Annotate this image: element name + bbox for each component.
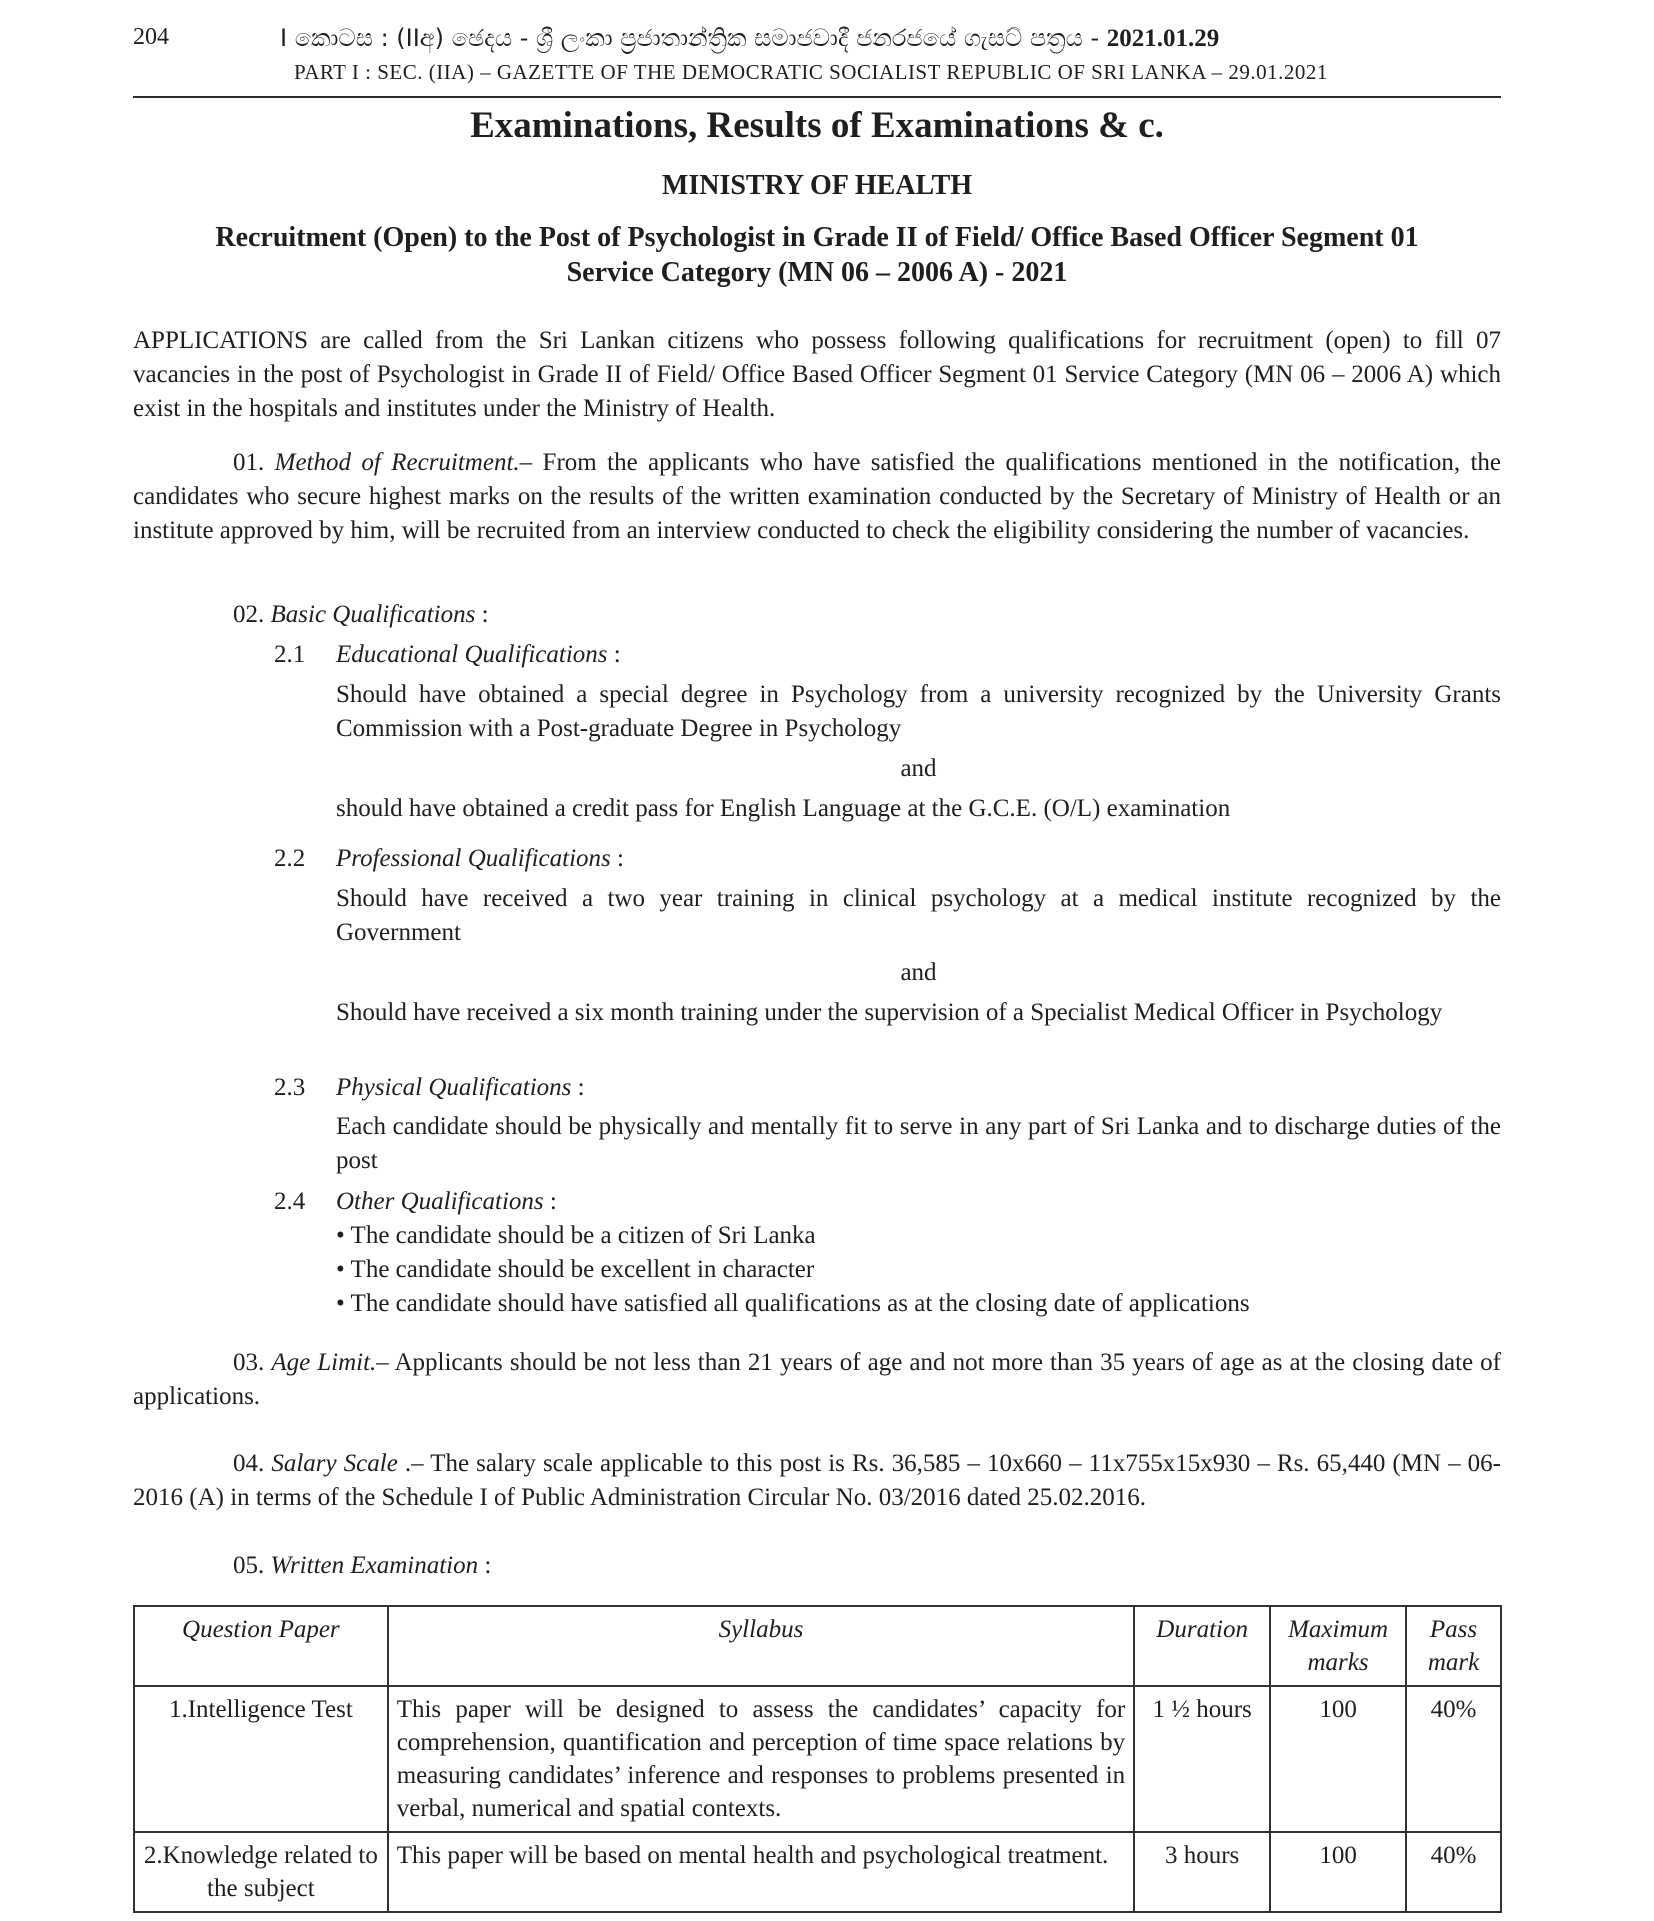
sub-2-3-para1: Each candidate should be physically and mentally fit to serve in any part of Sri Lanka and to discharge duties of the post xyxy=(336,1113,1501,1174)
post-title-line1: Recruitment (Open) to the Post of Psychologist in Grade II of Field/ Office Based Officer Segment 01 xyxy=(215,222,1419,253)
header-syllabus: Syllabus xyxy=(388,1606,1134,1686)
page-number: 204 xyxy=(133,24,169,50)
section-02-heading-line xyxy=(233,598,489,632)
sub-2-3-colon: : xyxy=(571,1074,585,1101)
section-04-number: 04. xyxy=(233,1450,265,1477)
header-pass-mark: Pass mark xyxy=(1406,1606,1501,1686)
section-01 xyxy=(133,446,1501,548)
bullet-item: • The candidate should be excellent in character xyxy=(336,1256,815,1283)
written-exam-table xyxy=(133,1605,1502,1913)
cell-duration: 1 ½ hours xyxy=(1134,1686,1270,1832)
cell-pass-mark: 40% xyxy=(1406,1832,1501,1912)
section-01-text: – From the applicants who have satisfied the qualifications mentioned in the notification, the candidates who secure highest marks on the results of the written examination conducted by the Secretary of Ministry of Health or an institute approved by him, will be recruited from an interview conducted to check the eligibility considering the number of vacancies. xyxy=(133,449,1502,544)
sub-2-3-heading: Physical Qualifications xyxy=(336,1074,572,1101)
cell-paper: 1.Intelligence Test xyxy=(134,1686,388,1832)
sub-2-2-heading-line xyxy=(336,842,624,876)
section-02-number: 02. xyxy=(233,601,265,628)
cell-pass-mark: 40% xyxy=(1406,1686,1501,1832)
section-02-colon: : xyxy=(475,601,489,628)
section-04-text: .– The salary scale applicable to this post is Rs. 36,585 – 10x660 – 11x755x15x930 – Rs. 65,440 (MN – 06-2016 (A) in terms of the Schedule I of Public Administration Circular No. 03/2016 dated 25.02.2016. xyxy=(133,1450,1501,1511)
section-01-number: 01. xyxy=(233,449,265,476)
section-05-colon: : xyxy=(478,1552,492,1579)
section-05-number: 05. xyxy=(233,1552,265,1579)
sub-2-3-heading-line xyxy=(336,1071,585,1105)
cell-syllabus: This paper will be designed to assess the candidates’ capacity for comprehension, quantification and perception of time space relations by measuring candidates’ inference and responses to problems presented in verbal, numerical and spatial contexts. xyxy=(388,1686,1134,1832)
sub-2-4-number: 2.4 xyxy=(274,1188,306,1215)
header-maximum-marks: Maximum marks xyxy=(1270,1606,1406,1686)
bullet-item: • The candidate should be a citizen of Sri Lanka xyxy=(336,1222,816,1249)
section-03-text: – Applicants should be not less than 21 years of age and not more than 35 years of age as at the closing date of applications. xyxy=(133,1349,1502,1410)
header-duration: Duration xyxy=(1134,1606,1270,1686)
section-05-heading: Written Examination xyxy=(270,1552,479,1579)
section-02-heading: Basic Qualifications xyxy=(270,601,476,628)
english-header: PART I : SEC. (IIA) – GAZETTE OF THE DEMOCRATIC SOCIALIST REPUBLIC OF SRI LANKA – 29.01.2021 xyxy=(294,60,1328,84)
sub-2-1-number: 2.1 xyxy=(274,641,306,668)
sub-2-2-para1: Should have received a two year training in clinical psychology at a medical institute recognized by the Government xyxy=(336,885,1501,946)
section-title: Examinations, Results of Examinations & c. xyxy=(470,105,1164,146)
cell-max-marks: 100 xyxy=(1270,1686,1406,1832)
sub-2-2-colon: : xyxy=(610,845,624,872)
section-04-heading: Salary Scale xyxy=(271,1450,398,1477)
sub-2-1-para2: should have obtained a credit pass for English Language at the G.C.E. (O/L) examination xyxy=(336,795,1231,822)
sub-2-1-heading-line xyxy=(336,638,621,672)
sub-2-4-colon: : xyxy=(543,1188,557,1215)
intro-paragraph: APPLICATIONS are called from the Sri Lankan citizens who possess following qualifications for recruitment (open) to fill 07 vacancies in the post of Psychologist in Grade II of Field/ Office Based Officer Segment 01 Service Category (MN 06 – 2006 A) which exist in the hospitals and institutes under the Ministry of Health. xyxy=(133,327,1501,422)
section-01-heading: Method of Recruitment. xyxy=(274,449,520,476)
sub-2-2-number: 2.2 xyxy=(274,845,306,872)
sub-2-2-para2: Should have received a six month training under the supervision of a Specialist Medical Officer in Psychology xyxy=(336,999,1443,1026)
post-title xyxy=(133,220,1501,290)
cell-max-marks: 100 xyxy=(1270,1832,1406,1912)
sub-2-2-heading: Professional Qualifications xyxy=(336,845,611,872)
table-header-row xyxy=(134,1606,1501,1686)
post-title-line2: Service Category (MN 06 – 2006 A) - 2021 xyxy=(566,257,1068,288)
table-row xyxy=(134,1832,1501,1912)
sinhala-title: I කොටස : (IIඅ) ඡෙදය - ශ්‍රී ලංකා ප්‍රජාතාන්ත්‍රික සමාජවාදී ජනරජයේ ගැසට් පත්‍රය - xyxy=(280,24,1107,52)
sub-2-4-heading: Other Qualifications xyxy=(336,1188,544,1215)
sub-2-3-number: 2.3 xyxy=(274,1074,306,1101)
sinhala-date: 2021.01.29 xyxy=(1106,25,1220,52)
sub-2-1-heading: Educational Qualifications xyxy=(336,641,608,668)
sub-2-1-para1: Should have obtained a special degree in Psychology from a university recognized by the University Grants Commission with a Post-graduate Degree in Psychology xyxy=(336,681,1501,742)
sub-2-2-and: and xyxy=(900,959,937,986)
section-03-number: 03. xyxy=(233,1349,265,1376)
sub-2-4-heading-line xyxy=(336,1185,557,1219)
section-03 xyxy=(133,1346,1501,1414)
ministry-title: MINISTRY OF HEALTH xyxy=(661,170,973,201)
section-04 xyxy=(133,1447,1501,1515)
cell-paper: 2.Knowledge related to the subject xyxy=(134,1832,388,1912)
section-05-heading-line xyxy=(233,1549,491,1583)
table-row xyxy=(134,1686,1501,1832)
sub-2-1-and: and xyxy=(900,755,937,782)
header-question-paper: Question Paper xyxy=(134,1606,388,1686)
bullet-item: • The candidate should have satisfied all qualifications as at the closing date of applications xyxy=(336,1290,1250,1317)
section-03-heading: Age Limit. xyxy=(271,1349,377,1376)
cell-duration: 3 hours xyxy=(1134,1832,1270,1912)
cell-syllabus: This paper will be based on mental health and psychological treatment. xyxy=(388,1832,1134,1912)
sub-2-1-colon: : xyxy=(607,641,621,668)
header-divider xyxy=(133,96,1501,98)
sinhala-header xyxy=(280,24,1420,53)
